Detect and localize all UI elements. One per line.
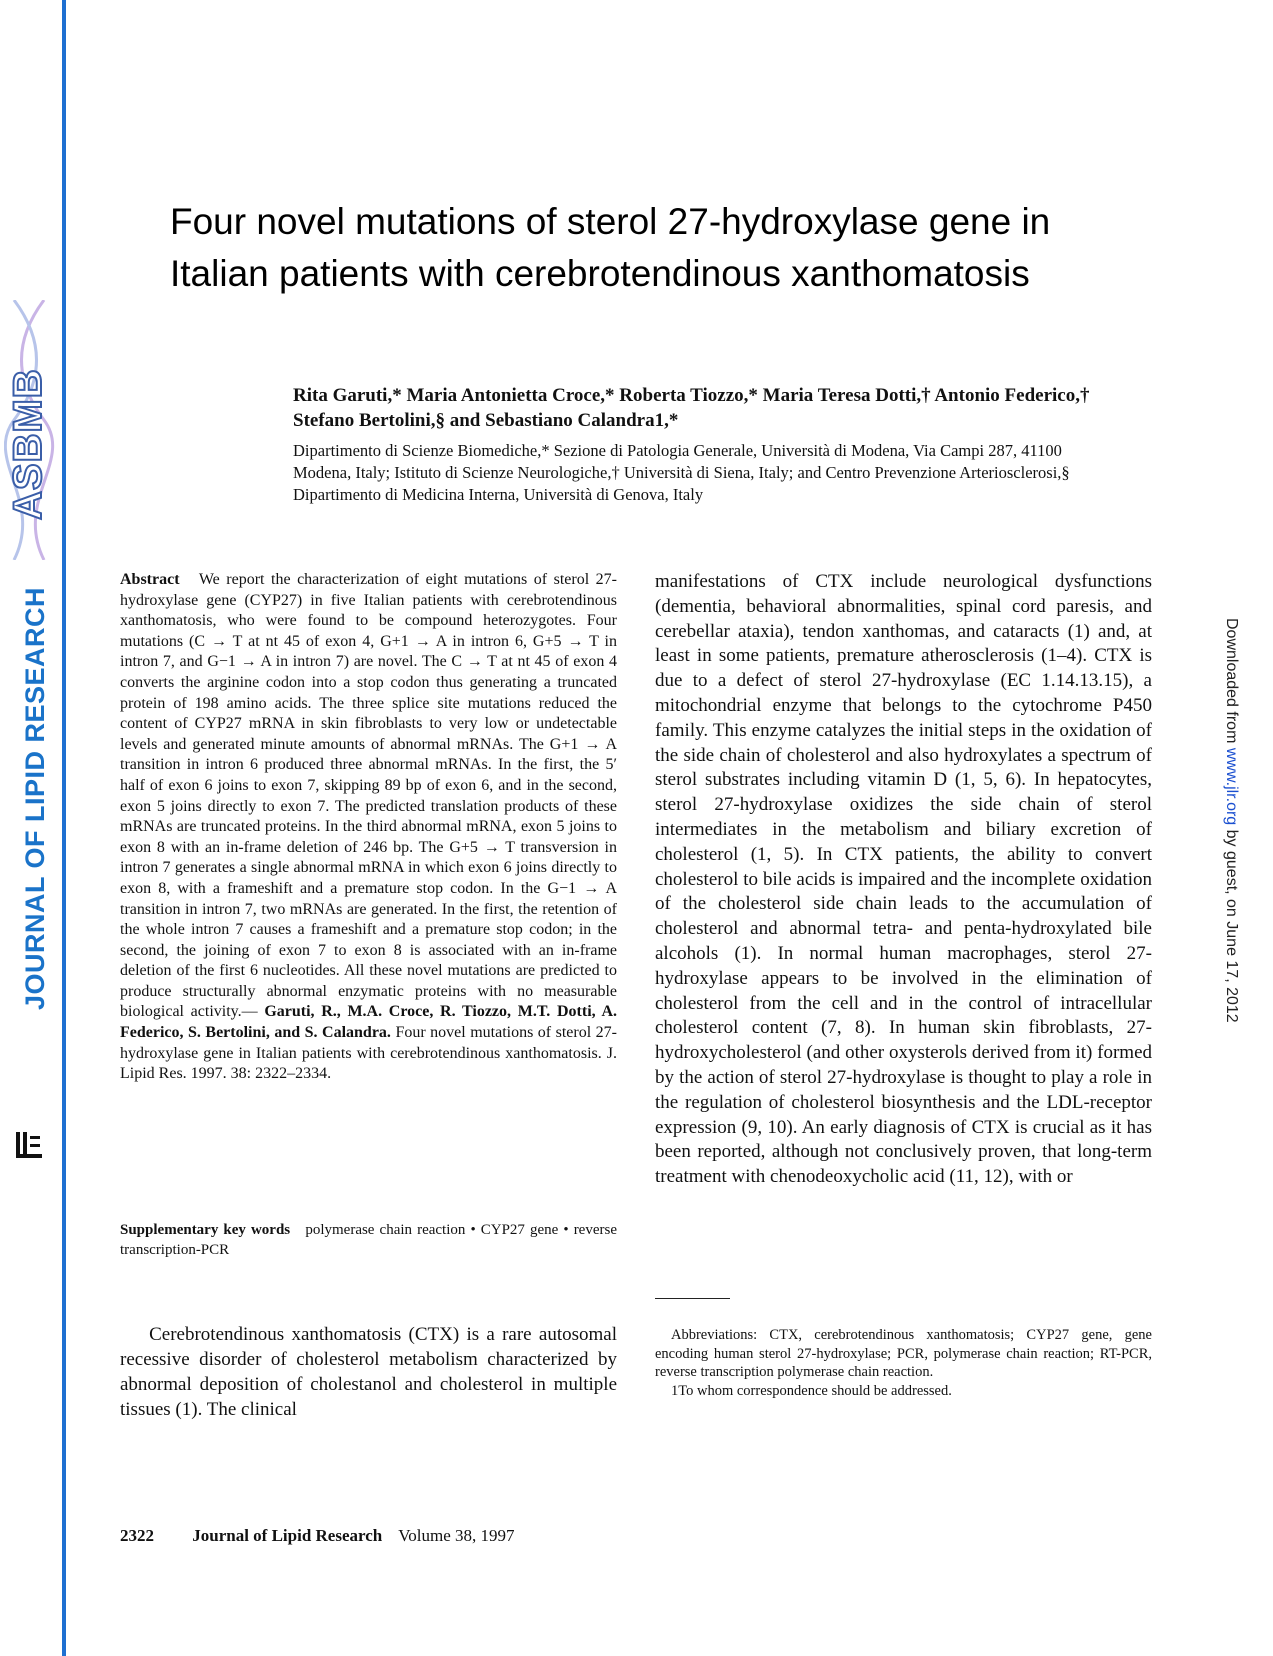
citation-text: Four novel mutations of sterol 27-hydroxylase gene in Italian patients with cerebrotendinous xanthomatosis. J. Lipid Res. 1997. 38: 2322–2334.: [120, 1024, 618, 1083]
keywords-text: polymerase chain reaction • CYP27 gene • reverse transcription-PCR: [120, 1222, 617, 1258]
asbmb-logo: ASBMB: [6, 368, 50, 520]
margin-rule: [62, 0, 66, 1656]
article-title: Four novel mutations of sterol 27-hydroxylase gene in Italian patients with cerebrotendinous xanthomatosis: [170, 201, 1051, 294]
affiliations: Dipartimento di Scienze Biomediche,* Sezione di Patologia Generale, Università di Modena, Via Campi 287, 41100 Modena, Italy; Istituto di Scienze Neurologiche,† Università di Siena, Italy; and Centro Prevenzione Arteriosclerosi,§ Dipartimento di Medicina Interna, Università di Genova, Italy: [293, 441, 1070, 504]
correspondence-footnote: 1To whom correspondence should be addressed.: [671, 1382, 952, 1399]
citation-authors: Garuti, R., M.A. Croce, R. Tiozzo, M.T. Dotti, A. Federico, S. Bertolini, and S. Calandra.: [120, 1003, 617, 1042]
author-list: Rita Garuti,* Maria Antonietta Croce,* Roberta Tiozzo,* Maria Teresa Dotti,† Antonio Federico,† Stefano Bertolini,§ and Sebastiano Calandra1,*: [293, 385, 1090, 431]
abstract-label: Abstract: [120, 571, 180, 588]
download-notice: [1222, 618, 1240, 1023]
footer-journal: Journal of Lipid Research: [192, 1526, 383, 1545]
download-suffix: by guest, on June 17, 2012: [1223, 825, 1240, 1023]
intro-paragraph: [120, 1322, 617, 1422]
jlr-logo-icon: [12, 1128, 46, 1162]
page-number: 2322: [120, 1526, 154, 1545]
keywords-label: Supplementary key words: [120, 1222, 291, 1238]
footnotes: [655, 1326, 1152, 1400]
abstract-text: We report the characterization of eight mutations of sterol 27-hydroxylase gene (CYP27) in five Italian patients with cerebrotendinous xanthomatosis, who were found to be compound heterozygotes. Four mutations (C → T at nt 45 of exon 4, G+1 → A in intron 6, G+5 → T in intron 7, and G−1 → A in intron 7) are novel. The C → T at nt 45 of exon 4 converts the arginine codon into a stop codon thus generating a truncated protein of 198 amino acids. The three splice site mutations reduced the content of CYP27 mRNA in skin fibroblasts to very low or undetectable levels and generated minute amounts of abnormal mRNAs. The G+1 → A transition in intron 6 produced three abnormal mRNAs. In the first, the 5′ half of exon 6 joins to exon 7, skipping 89 bp of exon 6, and in the second, exon 5 joins directly to exon 7. The predicted translation products of these mRNAs are truncated proteins. In the third abnormal mRNA, exon 5 joins to exon 8 with an in-frame deletion of 246 bp. The G+5 → T transversion in intron 7 generates a single abnormal mRNA in which exon 6 joins directly to exon 8, with a frameshift and a premature stop codon. In the G−1 → A transition in intron 7, two mRNAs are generated. In the first, the retention of the whole intron 7 causes a frameshift and a premature stop codon; in the second, the joining of exon 7 to exon 8 is associated with an in-frame deletion of the first 6 nucleotides. All these novel mutations are predicted to produce structurally abnormal enzymatic proteins with no measurable biological activity.—: [120, 571, 617, 1021]
page-footer: [120, 1526, 515, 1546]
footnote-rule: [655, 1298, 730, 1299]
journal-name-vertical: JOURNAL OF LIPID RESEARCH: [20, 586, 50, 1010]
footer-volume: Volume 38, 1997: [398, 1526, 515, 1545]
abstract: [120, 570, 617, 1085]
right-column-text: manifestations of CTX include neurological dysfunctions (dementia, behavioral abnormalities, spinal cord paresis, and cerebellar ataxia), tendon xanthomas, and cataracts (1) and, at least in some patients, premature atherosclerosis (1–4). CTX is due to a defect of sterol 27-hydroxylase (EC 1.14.13.15), a mitochondrial enzyme that belongs to the cytochrome P450 family. This enzyme catalyzes the initial steps in the oxidation of the side chain of cholesterol and also hydroxylates a spectrum of sterol substrates including vitamin D (1, 5, 6). In hepatocytes, sterol 27-hydroxylase oxidizes the side chain of sterol intermediates in the metabolism and biliary excretion of cholesterol (1, 5). In CTX patients, the ability to convert cholesterol to bile acids is impaired and the incomplete oxidation of the cholesterol side chain leads to the accumulation of cholesterol and abnormal tetra- and penta-hydroxylated bile alcohols (1). In normal human macrophages, sterol 27-hydroxylase appears to be involved in the elimination of cholesterol from the cell and in the control of intracellular cholesterol content (7, 8). In human skin fibroblasts, 27-hydroxycholesterol (and other oxysterols derived from it) formed by the action of sterol 27-hydroxylase is thought to play a role in the regulation of cholesterol biosynthesis and the LDL-receptor expression (9, 10). An early diagnosis of CTX is crucial as it has been reported, although not conclusively proven, that long-term treatment with chenodeoxycholic acid (11, 12), with or: [655, 571, 1152, 1188]
download-link[interactable]: www.jlr.org: [1223, 747, 1240, 826]
keywords: [120, 1220, 617, 1260]
download-prefix: Downloaded from: [1223, 618, 1240, 748]
intro-text: Cerebrotendinous xanthomatosis (CTX) is a rare autosomal recessive disorder of cholesterol metabolism characterized by abnormal deposition of cholestanol and cholesterol in multiple tissues (1). The clinical: [120, 1324, 617, 1420]
abbreviations-footnote: Abbreviations: CTX, cerebrotendinous xanthomatosis; CYP27 gene, gene encoding human sterol 27-hydroxylase; PCR, polymerase chain reaction; RT-PCR, reverse transcription polymerase chain reaction.: [655, 1327, 1152, 1380]
